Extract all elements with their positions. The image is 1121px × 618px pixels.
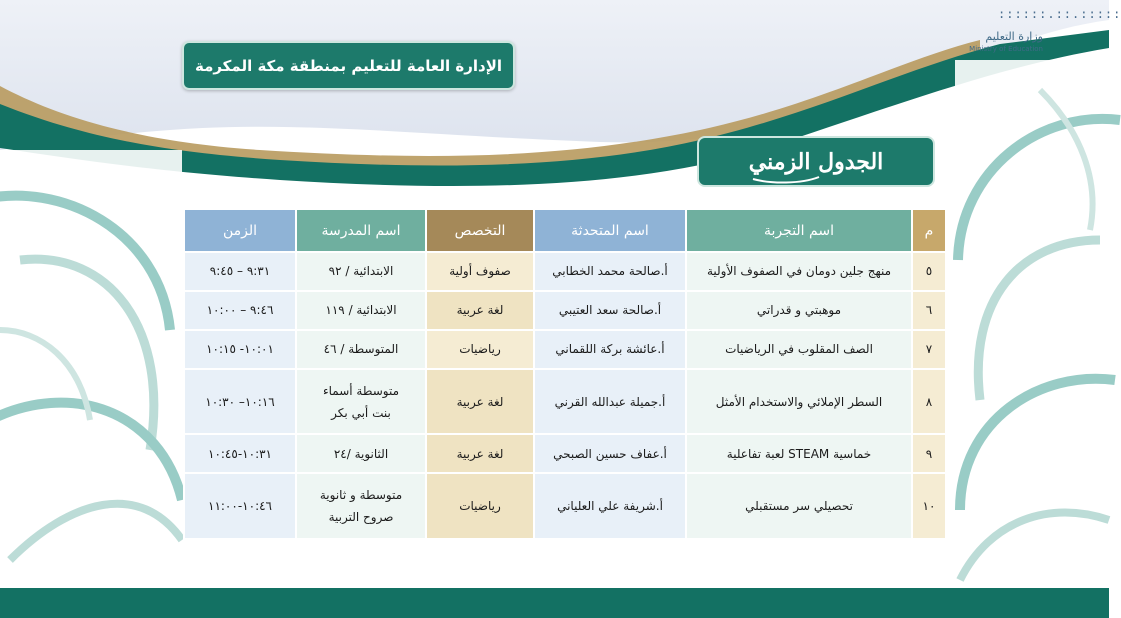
schedule-table	[183, 208, 947, 540]
title-swash	[751, 174, 821, 184]
header-num: م	[912, 209, 946, 252]
row-specialty: لغة عربية	[426, 434, 534, 473]
row-experiment: خماسية STEAM لعبة تفاعلية	[686, 434, 912, 473]
row-speaker: أ.عفاف حسين الصبحي	[534, 434, 686, 473]
row-num: ٥	[912, 252, 946, 291]
row-experiment: منهج جلين دومان في الصفوف الأولية	[686, 252, 912, 291]
table-row	[184, 252, 946, 291]
row-speaker: أ.صالحة محمد الخطابي	[534, 252, 686, 291]
row-school-line2: بنت أبي بكر	[331, 405, 391, 420]
logo-arabic-text: وزارة التعليم	[985, 30, 1043, 43]
table-header-row	[184, 209, 946, 252]
row-time: ١٠:٣١-١٠:٤٥	[184, 434, 296, 473]
row-speaker: أ.عائشة بركة اللقماني	[534, 330, 686, 369]
ministry-logo	[940, 6, 1121, 56]
row-experiment: موهبتي و قدراتي	[686, 291, 912, 330]
row-num: ٩	[912, 434, 946, 473]
row-school: الابتدائية / ٩٢	[296, 252, 426, 291]
row-school-line1: متوسطة أسماء	[322, 383, 400, 398]
row-time: ٩:٤٦ – ١٠:٠٠	[184, 291, 296, 330]
row-specialty: صفوف أولية	[426, 252, 534, 291]
row-experiment: السطر الإملائي والاستخدام الأمثل	[686, 369, 912, 435]
row-specialty: لغة عربية	[426, 291, 534, 330]
row-school: المتوسطة / ٤٦	[296, 330, 426, 369]
header-specialty: التخصص	[426, 209, 534, 252]
row-specialty: لغة عربية	[426, 369, 534, 435]
schedule-title-badge	[697, 136, 935, 187]
header-experiment: اسم التجربة	[686, 209, 912, 252]
row-school	[296, 473, 426, 539]
row-time: ١٠:١٦– ١٠:٣٠	[184, 369, 296, 435]
row-school: الابتدائية / ١١٩	[296, 291, 426, 330]
table-row	[184, 473, 946, 539]
row-time: ١٠:٤٦-١١:٠٠	[184, 473, 296, 539]
row-specialty: رياضيات	[426, 330, 534, 369]
row-speaker: أ.جميلة عبدالله القرني	[534, 369, 686, 435]
row-experiment: الصف المقلوب في الرياضيات	[686, 330, 912, 369]
logo-english-text: Ministry of Education	[969, 45, 1043, 53]
org-title: الإدارة العامة للتعليم بمنطقة مكة المكرمة	[194, 56, 503, 75]
row-num: ٧	[912, 330, 946, 369]
table-row	[184, 434, 946, 473]
footer-band	[0, 588, 1109, 618]
header-time: الزمن	[184, 209, 296, 252]
row-school: الثانوية /٢٤	[296, 434, 426, 473]
row-num: ٨	[912, 369, 946, 435]
row-num: ١٠	[912, 473, 946, 539]
table-row	[184, 291, 946, 330]
logo-dots: ::::::.::.:::::	[998, 7, 1121, 21]
row-speaker: أ.شريفة علي العلياني	[534, 473, 686, 539]
row-experiment: تحصيلي سر مستقبلي	[686, 473, 912, 539]
row-time: ٩:٣١ – ٩:٤٥	[184, 252, 296, 291]
row-specialty: رياضيات	[426, 473, 534, 539]
row-num: ٦	[912, 291, 946, 330]
row-time: ١٠:٠١- ١٠:١٥	[184, 330, 296, 369]
row-school	[296, 369, 426, 435]
org-title-badge	[182, 41, 515, 90]
row-school-line1: متوسطة و ثانوية	[319, 488, 403, 503]
row-school-line2: صروح التربية	[328, 510, 394, 525]
header-school: اسم المدرسة	[296, 209, 426, 252]
row-speaker: أ.صالحة سعد العتيبي	[534, 291, 686, 330]
table-row	[184, 369, 946, 435]
header-speaker: اسم المتحدثة	[534, 209, 686, 252]
table-row	[184, 330, 946, 369]
schedule-title: الجدول الزمني	[748, 148, 884, 175]
